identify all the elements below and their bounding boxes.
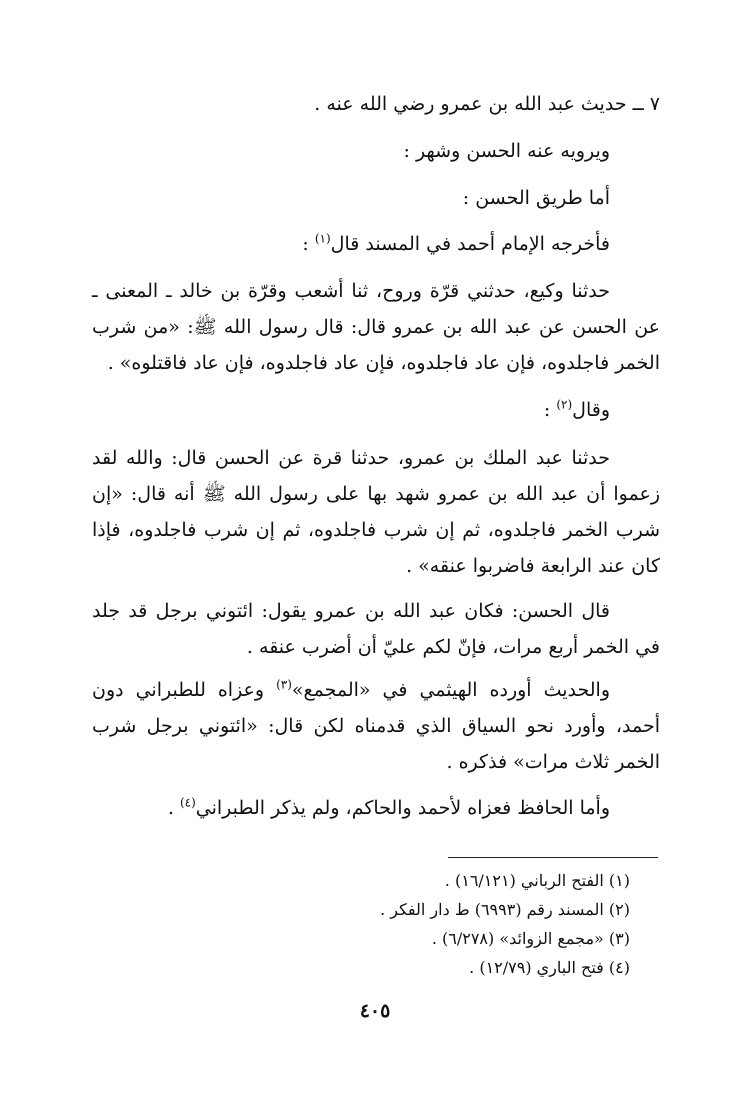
footnote-ref-1: (١) xyxy=(314,231,331,246)
footnote-4: (٤) فتح الباري (١٢/٧٩) . xyxy=(469,958,630,977)
paragraph-abd-al-malik-narration: حدثنا عبد الملك بن عمرو، حدثنا قرة عن الحسن قال: والله لقد زعموا أن عبد الله بن عمرو شهد بها على رسول الله ﷺ أنه قال: «إن شرب الخمر فاجلدوه، ثم إن شرب فاجلدوه، ثم إن شرب فاجلدوه، فإذا كان عند الرابعة فاضربوا عنقه» . xyxy=(92,447,660,577)
hafiz-end: . xyxy=(167,797,180,819)
footnote-3: (٣) «مجمع الزوائد» (٦/٢٧٨) . xyxy=(431,929,630,948)
footnote-ref-3: (٣) xyxy=(276,677,292,692)
hafiz-text: وأما الحافظ فعزاه لأحمد والحاكم، ولم يذكر الطبراني xyxy=(195,797,610,819)
ahmad-intro-line xyxy=(302,226,610,262)
hasan-route-line: أما طريق الحسن : xyxy=(462,187,610,209)
haythami-text-a: والحديث أورده الهيثمي في «المجمع» xyxy=(291,679,610,701)
paragraph-haythami xyxy=(92,672,660,780)
footnote-ref-2: (٢) xyxy=(556,397,573,412)
haythami-text-b: وعزاه للطبراني دون أحمد، وأورد نحو السياق الذي قدمناه لكن قال: «ائتوني برجل شرب الخمر ثلاث مرات» فذكره . xyxy=(92,679,660,773)
footnote-2: (٢) المسند رقم (٦٩٩٣) ط دار الفكر . xyxy=(380,900,630,919)
and-said-text: وقال xyxy=(572,399,610,421)
narrators-line: ويرويه عنه الحسن وشهر : xyxy=(403,140,610,162)
and-said-colon: : xyxy=(543,399,557,421)
hadith-heading: ٧ ــ حديث عبد الله بن عمرو رضي الله عنه . xyxy=(314,93,660,115)
hafiz-line xyxy=(168,790,610,826)
paragraph-hasan-saying: قال الحسن: فكان عبد الله بن عمرو يقول: ائتوني برجل قد جلد في الخمر أربع مرات، فإنّ لكم عليّ أن أضرب عنقه . xyxy=(92,600,660,658)
ahmad-intro-text: فأخرجه الإمام أحمد في المسند قال xyxy=(330,233,610,255)
and-said-line xyxy=(544,392,610,428)
footnote-divider xyxy=(448,857,658,858)
footnote-ref-4: (٤) xyxy=(179,795,196,810)
page-number: ٤٠٥ xyxy=(359,1000,391,1022)
ahmad-intro-colon: : xyxy=(302,233,315,255)
paragraph-waki-narration: حدثنا وكيع، حدثني قرّة وروح، ثنا أشعب وقرّة بن خالد ـ المعنى ـ عن الحسن عن عبد الله بن عمرو قال: قال رسول الله ﷺ: «من شرب الخمر فاجلدوه، فإن عاد فاجلدوه، فإن عاد فاجلدوه، فإن عاد فاقتلوه» . xyxy=(92,280,660,374)
footnote-1: (١) الفتح الرباني (١٦/١٢١) . xyxy=(444,871,630,890)
